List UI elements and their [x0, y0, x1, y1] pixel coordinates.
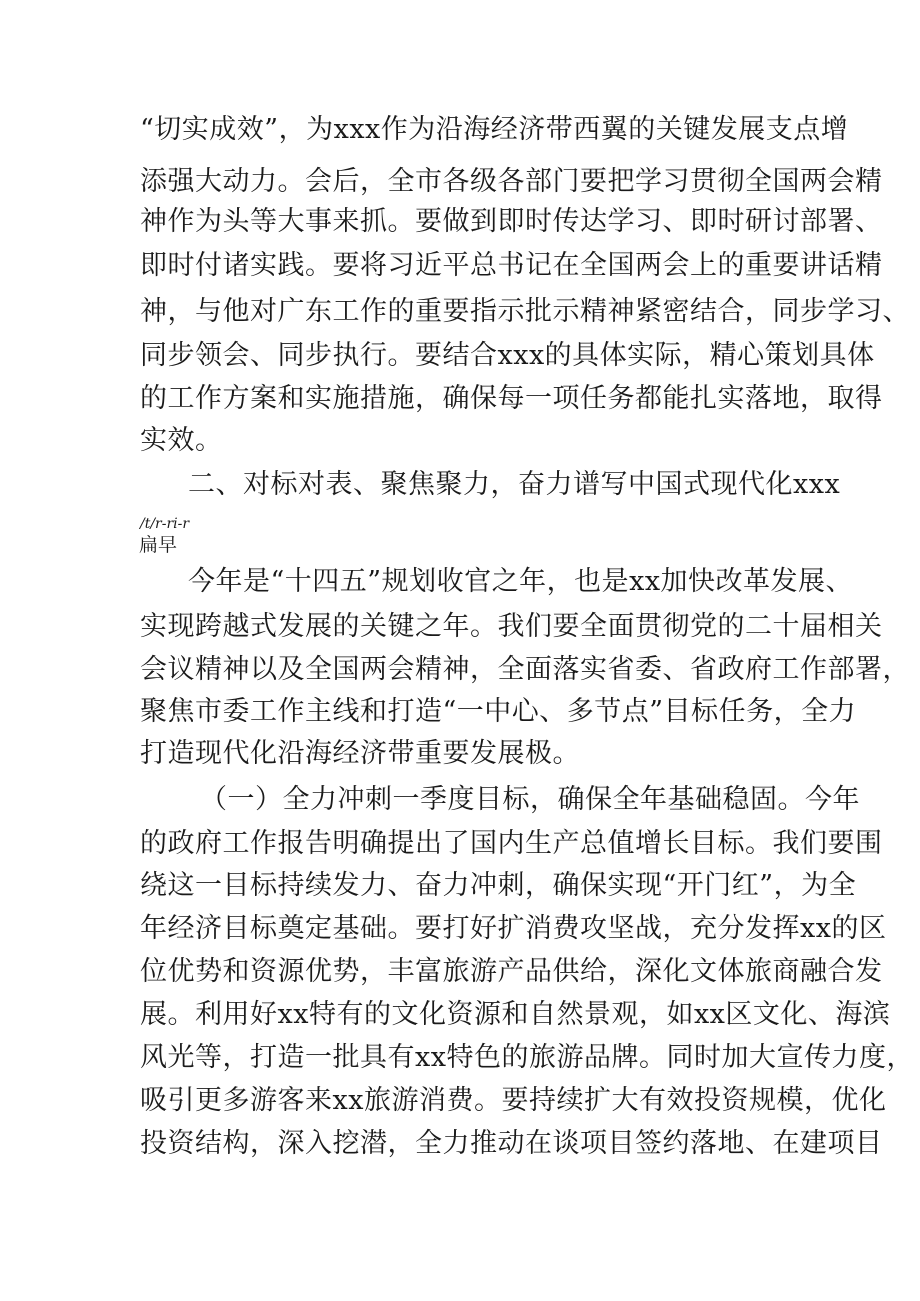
garbled-text: /t/r-ri-r — [140, 516, 190, 532]
text-line: 会议精神以及全国两会精神，全面落实省委、省政府工作部署， — [140, 654, 910, 685]
subsection-heading: （一）全力冲刺一季度目标，确保全年基础稳固。今年 — [200, 784, 860, 815]
text-line: 的工作方案和实施措施，确保每一项任务都能扎实落地，取得 — [140, 383, 883, 414]
text-line: “切实成效”，为xxx作为沿海经济带西翼的关键发展支点增 — [140, 114, 849, 145]
section-heading: 二、对标对表、聚焦聚力，奋力谱写中国式现代化xxx — [188, 469, 841, 500]
text-line: 今年是“十四五”规划收官之年，也是xx加快改革发展、 — [188, 566, 854, 597]
text-line: 实效。 — [140, 425, 223, 456]
text-line: 即时付诸实践。要将习近平总书记在全国两会上的重要讲话精 — [140, 250, 883, 281]
text-line: 年经济目标奠定基础。要打好扩消费攻坚战，充分发挥xx的区 — [140, 913, 887, 944]
text-line: 同步领会、同步执行。要结合xxx的具体实际，精心策划具体 — [140, 340, 875, 371]
text-line: 神，与他对广东工作的重要指示批示精神紧密结合，同步学习、 — [140, 296, 910, 327]
heading-continuation: 扁早 — [139, 534, 178, 556]
text-line: 实现跨越式发展的关键之年。我们要全面贯彻党的二十届相关 — [140, 611, 883, 642]
text-line: 吸引更多游客来xx旅游消费。要持续扩大有效投资规模，优化 — [140, 1085, 887, 1116]
text-line: 展。利用好xx特有的文化资源和自然景观，如xx区文化、海滨 — [140, 999, 891, 1030]
text-line: 投资结构，深入挖潜，全力推动在谈项目签约落地、在建项目 — [140, 1128, 883, 1159]
text-line: 添强大动力。会后，全市各级各部门要把学习贯彻全国两会精 — [140, 166, 883, 197]
text-line: 聚焦市委工作主线和打造“一中心、多节点”目标任务，全力 — [140, 696, 857, 727]
text-line: 神作为头等大事来抓。要做到即时传达学习、即时研讨部署、 — [140, 206, 883, 237]
text-line: 打造现代化沿海经济带重要发展极。 — [140, 738, 580, 769]
text-line: 绕这一目标持续发力、奋力冲刺，确保实现“开门红”，为全 — [140, 870, 857, 901]
text-line: 位优势和资源优势，丰富旅游产品供给，深化文体旅商融合发 — [140, 956, 883, 987]
text-line: 风光等，打造一批具有xx特色的旅游品牌。同时加大宣传力度， — [140, 1042, 914, 1073]
text-line: 的政府工作报告明确提出了国内生产总值增长目标。我们要围 — [140, 828, 883, 859]
